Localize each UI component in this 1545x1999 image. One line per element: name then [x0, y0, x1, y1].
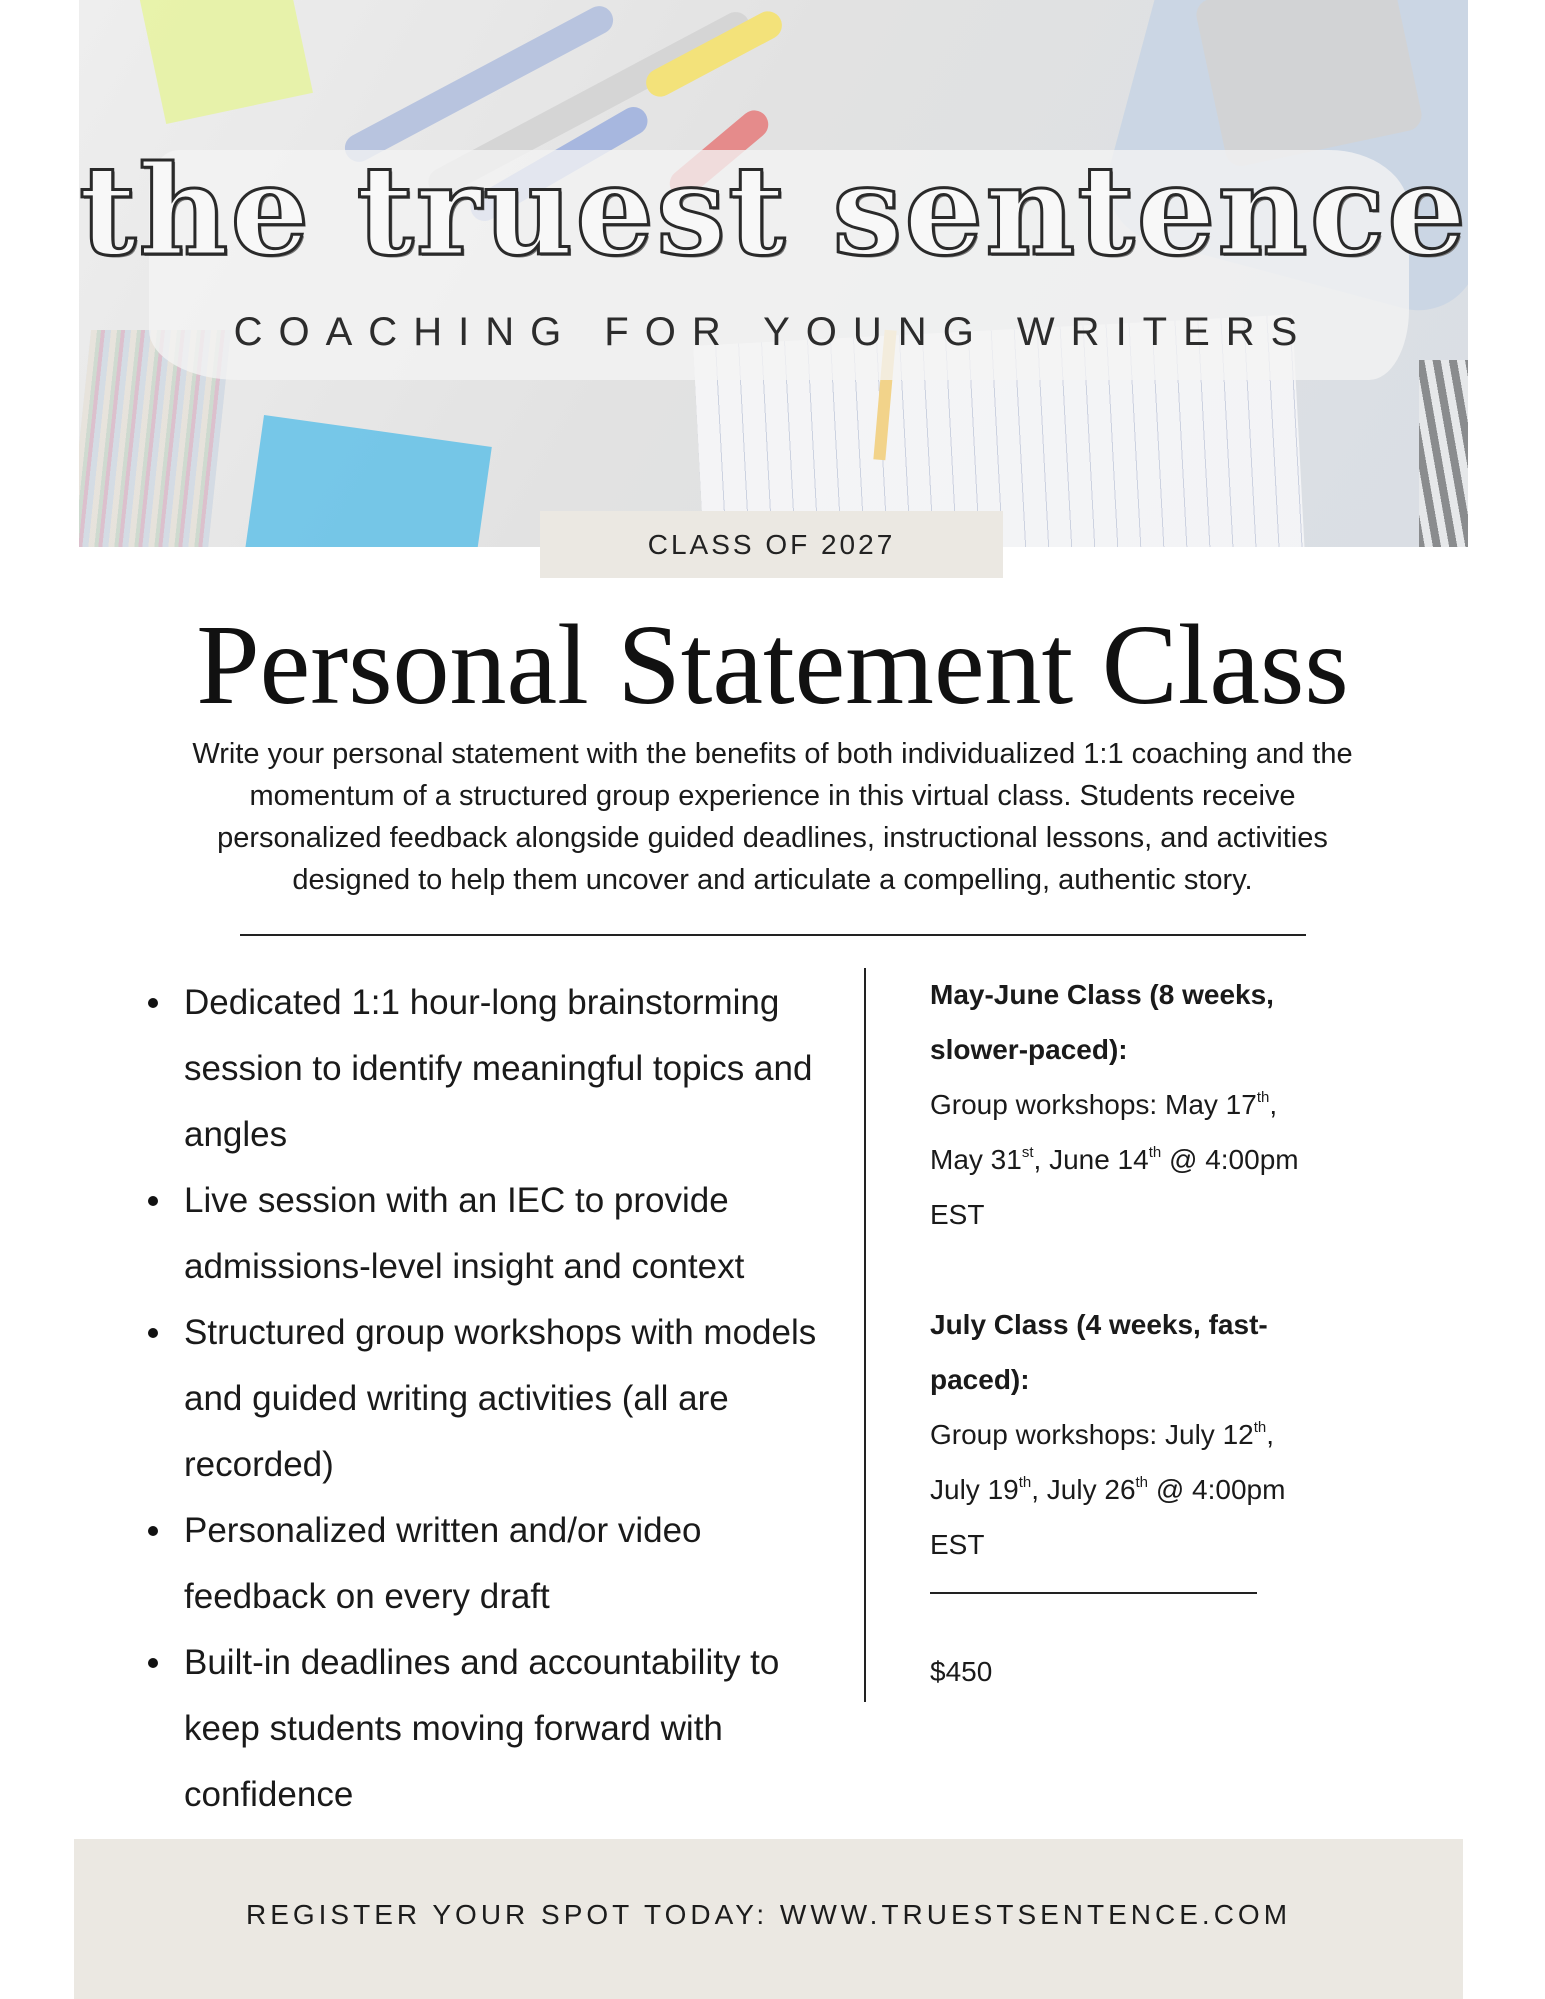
- page-title: Personal Statement Class: [196, 601, 1349, 728]
- july-dates: Group workshops: July 12th, July 19th, July 26th @ 4:00pm EST: [930, 1419, 1286, 1560]
- hero-banner: [79, 0, 1468, 547]
- may-june-class: [930, 967, 1330, 1242]
- list-item: Built-in deadlines and accountability to keep students moving forward with confidence: [140, 1630, 820, 1828]
- class-of-label: CLASS OF 2027: [540, 511, 1003, 578]
- bullet-icon: [148, 1328, 158, 1338]
- footer-cta-banner: [74, 1839, 1463, 1999]
- stripes-decoration: [1419, 360, 1468, 547]
- price-divider: [930, 1592, 1257, 1594]
- list-item: Live session with an IEC to provide admissions-level insight and context: [140, 1168, 820, 1300]
- may-june-dates: Group workshops: May 17th, May 31st, June 14th @ 4:00pm EST: [930, 1089, 1299, 1230]
- sticky-note-decoration: [135, 0, 313, 124]
- may-june-heading: May-June Class (8 weeks, slower-paced):: [930, 979, 1274, 1065]
- list-item: Personalized written and/or video feedback on every draft: [140, 1498, 820, 1630]
- schedule-column: [930, 967, 1330, 1699]
- intro-paragraph: Write your personal statement with the benefits of both individualized 1:1 coaching and the momentum of a structured group experience in this virtual class. Students receive personalized feedback alongside guided deadlines, instructional lessons, and activities designed to help them uncover and articulate a compelling, authentic story.: [192, 738, 1353, 896]
- blue-note-decoration: [236, 415, 492, 547]
- july-heading: July Class (4 weeks, fast-paced):: [930, 1309, 1268, 1395]
- features-list: [140, 970, 820, 1828]
- bullet-icon: [148, 1658, 158, 1668]
- brand-tagline: COACHING FOR YOUNG WRITERS: [233, 310, 1314, 354]
- list-item: Structured group workshops with models and guided writing activities (all are recorded): [140, 1300, 820, 1498]
- bullet-icon: [148, 1526, 158, 1536]
- price: $450: [930, 1656, 993, 1687]
- register-link[interactable]: REGISTER YOUR SPOT TODAY: WWW.TRUESTSENTENCE.COM: [245, 1899, 1292, 1930]
- bullet-icon: [148, 1196, 158, 1206]
- bullet-icon: [148, 998, 158, 1008]
- brand-logo: the truest sentence: [79, 139, 1468, 284]
- list-item: Dedicated 1:1 hour-long brainstorming session to identify meaningful topics and angles: [140, 970, 820, 1168]
- july-class: [930, 1297, 1330, 1572]
- column-divider: [864, 968, 866, 1702]
- divider: [240, 934, 1306, 936]
